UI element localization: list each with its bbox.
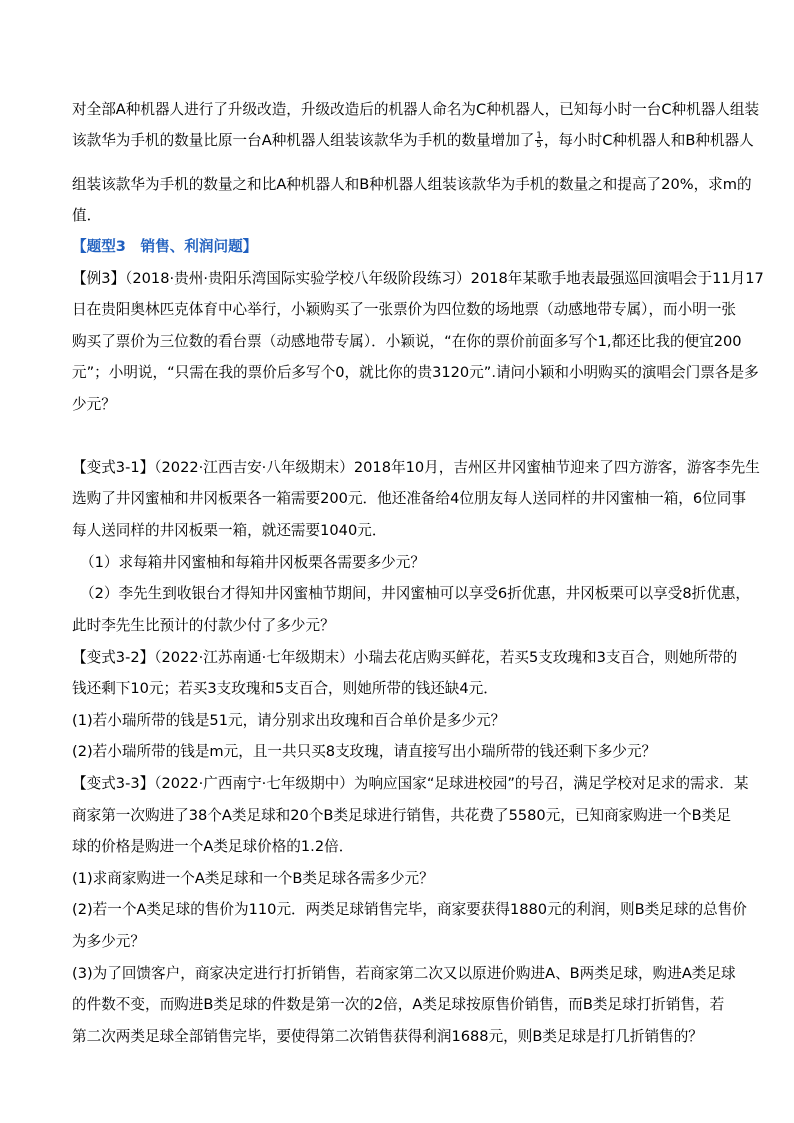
variant33-question-1: (1)求商家购进一个A类足球和一个B类足球各需多少元？ <box>72 870 434 887</box>
example3-line: 元”；小明说，“只需在我的票价后多写个0，就比你的贵3120元”.请问小颖和小明购买的演唱会门票各是多 <box>72 364 759 381</box>
variant32-question-2: (2)若小瑞所带的钱是m元，且一共只买8支玫瑰，请直接写出小瑞所带的钱还剩下多少元？ <box>72 743 657 760</box>
variant31-line: 【变式3-1】（2022·江西吉安·八年级期末）2018年10月，吉州区井冈蜜柚节迎来了四方游客，游客李先生 <box>72 459 760 476</box>
fraction-numerator: 1 <box>536 130 542 141</box>
fraction-denominator: 5 <box>536 139 542 150</box>
variant33-question-2-cont: 为多少元？ <box>72 933 145 950</box>
intro-line-3: 组装该款华为手机的数量之和比A种机器人和B种机器人组装该款华为手机的数量之和提高了20%，求m的 <box>72 176 752 193</box>
variant31-question-2-cont: 此时李先生比预计的付款少付了多少元？ <box>72 617 335 634</box>
intro-line-4: 值． <box>72 207 102 224</box>
variant33-question-3-cont: 第二次两类足球全部销售完毕，要使得第二次销售获得利润1688元，则B类足球是打几折销售的？ <box>72 1028 703 1045</box>
variant31-question-1: （1）求每箱井冈蜜柚和每箱井冈板栗各需要多少元？ <box>80 554 425 571</box>
intro-line-2 <box>72 130 754 150</box>
variant32-line: 钱还剩下10元；若买3支玫瑰和5支百合，则她所带的钱还缺4元． <box>72 680 498 697</box>
example3-line: 购买了票价为三位数的看台票（动感地带专属）．小颖说，“在你的票价前面多写个1,都还比我的便宜200 <box>72 333 742 350</box>
intro-line-2-pre: 该款华为手机的数量比原一台A种机器人组装该款华为手机的数量增加了 <box>72 132 535 149</box>
example3-line: 少元？ <box>72 396 116 413</box>
variant32-question-1: (1)若小瑞所带的钱是51元，请分别求出玫瑰和百合单价是多少元？ <box>72 712 506 729</box>
fraction-one-fifth <box>535 132 542 149</box>
variant31-line: 每人送同样的井冈板栗一箱，就还需要1040元． <box>72 522 387 539</box>
example3-line: 【例3】（2018·贵州·贵阳乐湾国际实验学校八年级阶段练习）2018年某歌手地表最强巡回演唱会于11月17 <box>72 270 764 287</box>
section-heading: 【题型3 销售、利润问题】 <box>72 238 258 255</box>
variant32-line: 【变式3-2】（2022·江苏南通·七年级期末）小瑞去花店购买鲜花，若买5支玫瑰和3支百合，则她所带的 <box>72 649 738 666</box>
variant33-question-2: (2)若一个A类足球的售价为110元．两类足球销售完毕，商家要获得1880元的利润，则B类足球的总售价 <box>72 901 747 918</box>
variant33-question-3: (3)为了回馈客户，商家决定进行打折销售，若商家第二次又以原进价购进A、B两类足球，购进A类足球 <box>72 965 736 982</box>
variant33-line: 商家第一次购进了38个A类足球和20个B类足球进行销售，共花费了5580元，已知商家购进一个B类足 <box>72 807 731 824</box>
intro-line-2-post: ，每小时C种机器人和B种机器人 <box>543 132 754 149</box>
variant31-line: 选购了井冈蜜柚和井冈板栗各一箱需要200元．他还准备给4位朋友每人送同样的井冈蜜柚一箱，6位同事 <box>72 490 746 507</box>
variant33-line: 球的价格是购进一个A类足球价格的1.2倍． <box>72 838 354 855</box>
variant33-question-3-cont: 的件数不变，而购进B类足球的件数是第一次的2倍，A类足球按原售价销售，而B类足球打折销售，若 <box>72 996 725 1013</box>
variant31-question-2: （2）李先生到收银台才得知井冈蜜柚节期间，井冈蜜柚可以享受6折优惠，井冈板栗可以享受8折优惠， <box>80 585 750 602</box>
variant33-line: 【变式3-3】（2022·广西南宁·七年级期中）为响应国家“足球进校园”的号召，满足学校对足求的需求．某 <box>72 775 749 792</box>
example3-line: 日在贵阳奥林匹克体育中心举行，小颖购买了一张票价为四位数的场地票（动感地带专属），而小明一张 <box>72 301 737 318</box>
intro-line-1: 对全部A种机器人进行了升级改造，升级改造后的机器人命名为C种机器人，已知每小时一台C种机器人组装 <box>72 101 760 118</box>
